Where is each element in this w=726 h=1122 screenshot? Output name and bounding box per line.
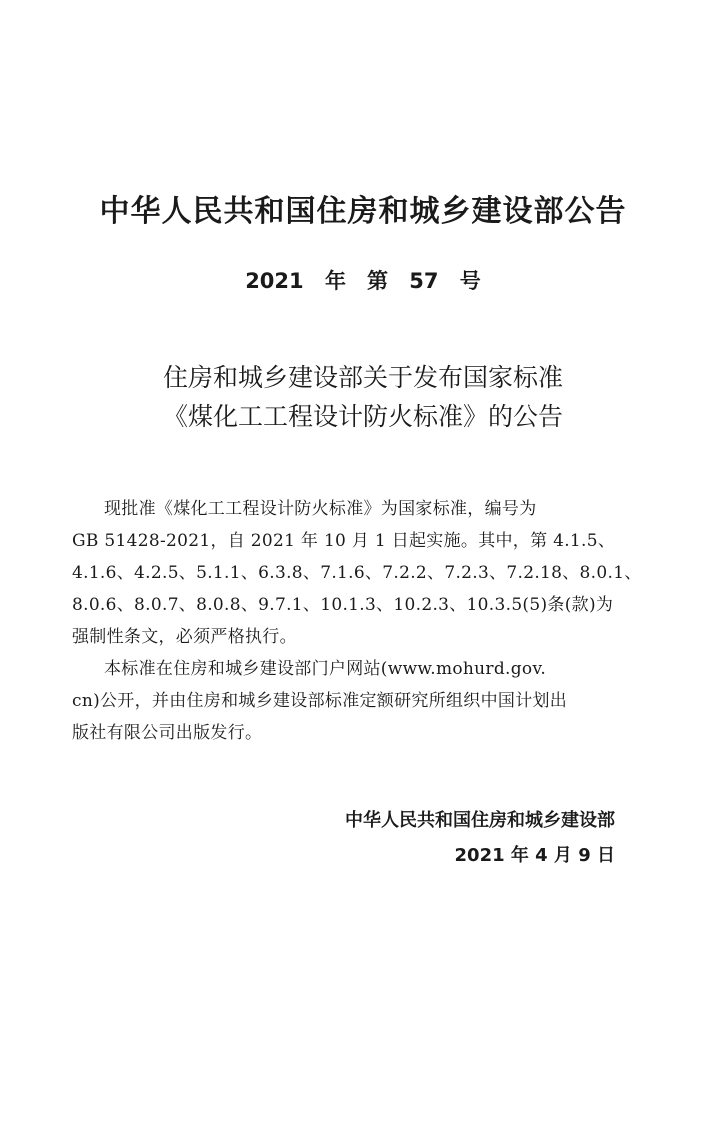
signature-organization: 中华人民共和国住房和城乡建设部 — [345, 810, 615, 831]
body-paragraph2-line: 版社有限公司出版发行。 — [72, 723, 263, 743]
body-paragraph1-line: 8.0.6、8.0.7、8.0.8、9.7.1、10.1.3、10.2.3、10.3.5(5)条(款)为 — [72, 595, 614, 615]
subject-line-1: 住房和城乡建设部关于发布国家标准 — [162, 363, 563, 392]
notice-number: 2021 年 第 57 号 — [245, 269, 481, 293]
body-paragraph1-line: 4.1.6、4.2.5、5.1.1、6.3.8、7.1.6、7.2.2、7.2.3、7.2.18、8.0.1、 — [72, 563, 642, 583]
body-paragraph2-line: cn)公开，并由住房和城乡建设部标准定额研究所组织中国计划出 — [72, 691, 568, 711]
signature-date: 2021 年 4 月 9 日 — [454, 845, 615, 866]
body-paragraph1-line: 强制性条文，必须严格执行。 — [72, 627, 297, 647]
body-paragraph1-line: GB 51428-2021，自 2021 年 10 月 1 日起实施。其中，第 4.1.5、 — [72, 531, 616, 551]
ministry-title: 中华人民共和国住房和城乡建设部公告 — [99, 194, 627, 229]
subject-line-2: 《煤化工工程设计防火标准》的公告 — [162, 402, 563, 431]
body-paragraph1-line: 现批准《煤化工工程设计防火标准》为国家标准，编号为 — [104, 499, 537, 519]
body-paragraph2-line: 本标准在住房和城乡建设部门户网站(www.mohurd.gov. — [104, 659, 547, 679]
